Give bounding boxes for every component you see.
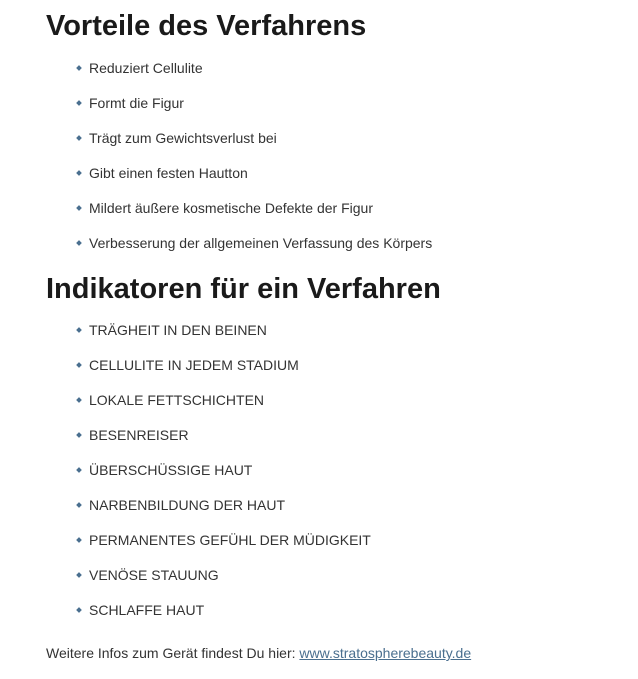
bullet-icon	[76, 467, 82, 473]
website-link[interactable]: www.stratospherebeauty.de	[299, 645, 472, 661]
list-item	[77, 567, 618, 584]
section-heading-indikatoren: Indikatoren für ein Verfahren	[46, 273, 441, 305]
list-item	[77, 497, 618, 514]
list-item	[77, 462, 618, 479]
list-item	[77, 200, 618, 217]
list-item	[77, 357, 618, 374]
bullet-icon	[76, 65, 82, 71]
bullet-icon	[76, 397, 82, 403]
list-item	[77, 602, 618, 619]
list-item	[77, 235, 618, 252]
benefits-list	[46, 60, 618, 252]
list-item	[77, 322, 618, 339]
list-item-text: Trägt zum Gewichtsverlust bei	[89, 130, 277, 146]
list-item	[77, 427, 618, 444]
bullet-icon	[76, 135, 82, 141]
list-item	[77, 532, 618, 549]
list-item-text: VENÖSE STAUUNG	[89, 567, 219, 583]
list-item-text: Mildert äußere kosmetische Defekte der Figur	[89, 200, 373, 216]
bullet-icon	[76, 502, 82, 508]
list-item	[77, 60, 618, 77]
indications-list	[46, 322, 618, 619]
list-item	[77, 95, 618, 112]
list-item-text: LOKALE FETTSCHICHTEN	[89, 392, 265, 408]
list-item-text: Formt die Figur	[89, 95, 184, 111]
bullet-icon	[76, 170, 82, 176]
list-item-text: Reduziert Cellulite	[89, 60, 203, 76]
list-item	[77, 392, 618, 409]
bullet-icon	[76, 205, 82, 211]
bullet-icon	[76, 537, 82, 543]
bullet-icon	[76, 362, 82, 368]
list-item-text: PERMANENTES GEFÜHL DER MÜDIGKEIT	[89, 532, 371, 548]
footer-text	[46, 645, 618, 662]
bullet-icon	[76, 607, 82, 613]
article-content	[46, 8, 618, 676]
bullet-icon	[76, 432, 82, 438]
list-item-text: BESENREISER	[89, 427, 189, 443]
list-item	[77, 165, 618, 182]
list-item-text: Verbesserung der allgemeinen Verfassung des Körpers	[89, 235, 433, 251]
list-item	[77, 130, 618, 147]
bullet-icon	[76, 327, 82, 333]
list-item-text: SCHLAFFE HAUT	[89, 602, 205, 618]
section-heading-vorteile: Vorteile des Verfahrens	[46, 10, 367, 42]
list-item-text: TRÄGHEIT IN DEN BEINEN	[89, 322, 267, 338]
bullet-icon	[76, 572, 82, 578]
list-item-text: ÜBERSCHÜSSIGE HAUT	[89, 462, 253, 478]
list-item-text: Gibt einen festen Hautton	[89, 165, 248, 181]
footer-label: Weitere Infos zum Gerät findest Du hier:	[46, 645, 300, 661]
list-item-text: NARBENBILDUNG DER HAUT	[89, 497, 286, 513]
bullet-icon	[76, 240, 82, 246]
list-item-text: CELLULITE IN JEDEM STADIUM	[89, 357, 299, 373]
bullet-icon	[76, 100, 82, 106]
